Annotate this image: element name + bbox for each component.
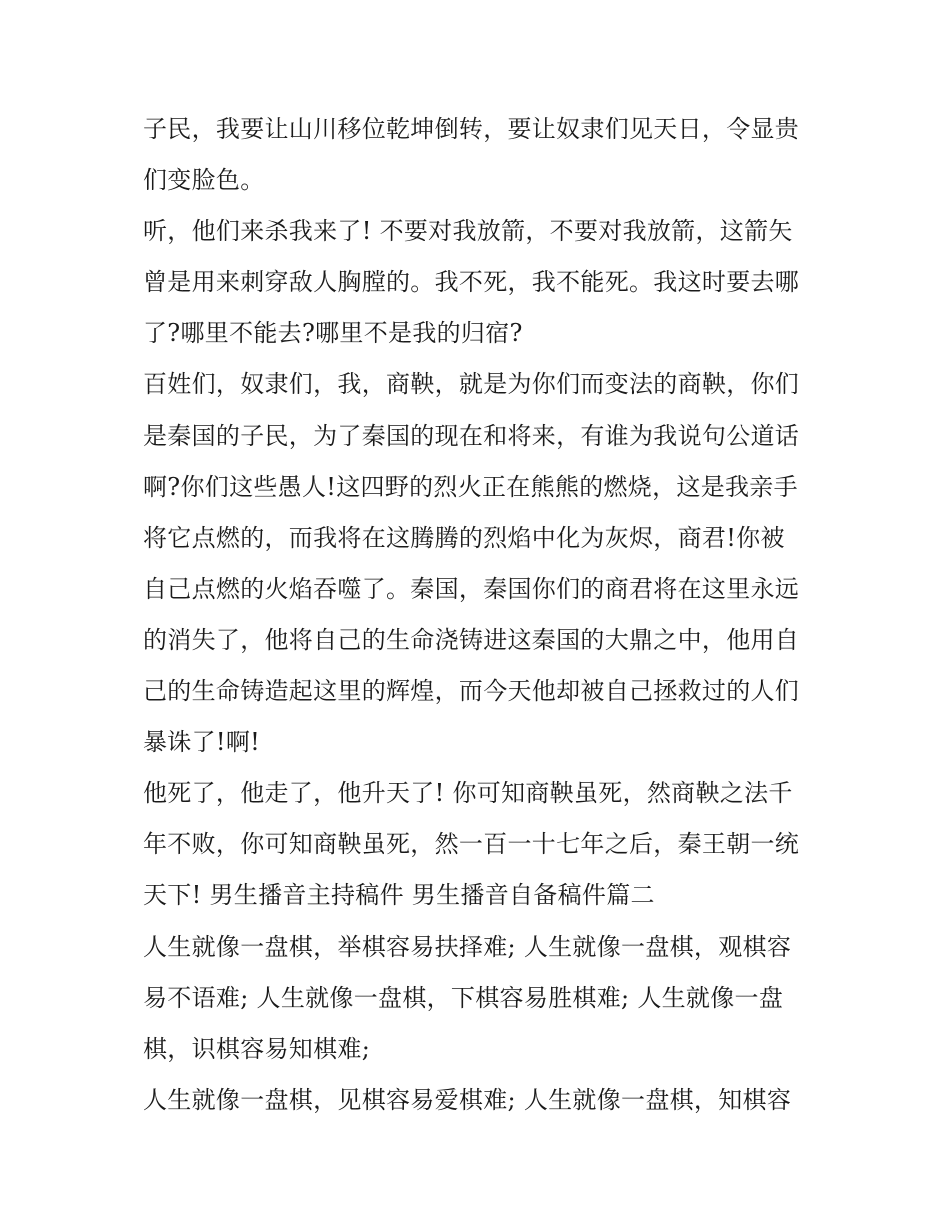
text-line: 人生就像一盘棋，举棋容易扶择难; 人生就像一盘棋，观棋容 (143, 932, 792, 961)
text-line: 己的生命铸造起这里的辉煌，而今天他却被自己拯救过的人们 (143, 677, 800, 706)
text-line: 暴诛了!啊! (143, 728, 261, 757)
text-line: 子民，我要让山川移位乾坤倒转，要让奴隶们见天日，令显贵 (143, 115, 800, 143)
text-line: 百姓们，奴隶们，我，商鞅，就是为你们而变法的商鞅，你们 (143, 370, 800, 399)
text-line: 啊?你们这些愚人!这四野的烈火正在熊熊的燃烧，这是我亲手 (143, 472, 798, 501)
text-line: 棋，识棋容易知棋难; (143, 1034, 371, 1063)
text-line: 听，他们来杀我来了! 不要对我放箭，不要对我放箭，这箭矢 (143, 217, 793, 246)
text-line: 天下! 男生播音主持稿件 男生播音自备稿件篇二 (143, 881, 655, 910)
text-line: 年不败，你可知商鞅虽死，然一百一十七年之后，秦王朝一统 (143, 830, 800, 859)
text-line: 了?哪里不能去?哪里不是我的归宿? (143, 319, 523, 348)
text-line: 是秦国的子民，为了秦国的现在和将来，有谁为我说句公道话 (143, 421, 800, 450)
text-line: 将它点燃的，而我将在这腾腾的烈焰中化为灰烬，商君!你被 (143, 523, 785, 552)
document-body (143, 104, 823, 1126)
text-line: 人生就像一盘棋，见棋容易爱棋难; 人生就像一盘棋，知棋容 (143, 1085, 792, 1114)
text-line: 曾是用来刺穿敌人胸膛的。我不死，我不能死。我这时要去哪 (143, 268, 800, 297)
text-line: 他死了，他走了，他升天了! 你可知商鞅虽死，然商鞅之法千 (143, 779, 793, 808)
text-line: 自己点燃的火焰吞噬了。秦国，秦国你们的商君将在这里永远 (143, 574, 800, 603)
text-line: 的消失了，他将自己的生命浇铸进这秦国的大鼎之中，他用自 (143, 625, 800, 654)
text-line: 易不语难; 人生就像一盘棋，下棋容易胜棋难; 人生就像一盘 (143, 983, 784, 1012)
text-line: 们变脸色。 (143, 166, 265, 195)
